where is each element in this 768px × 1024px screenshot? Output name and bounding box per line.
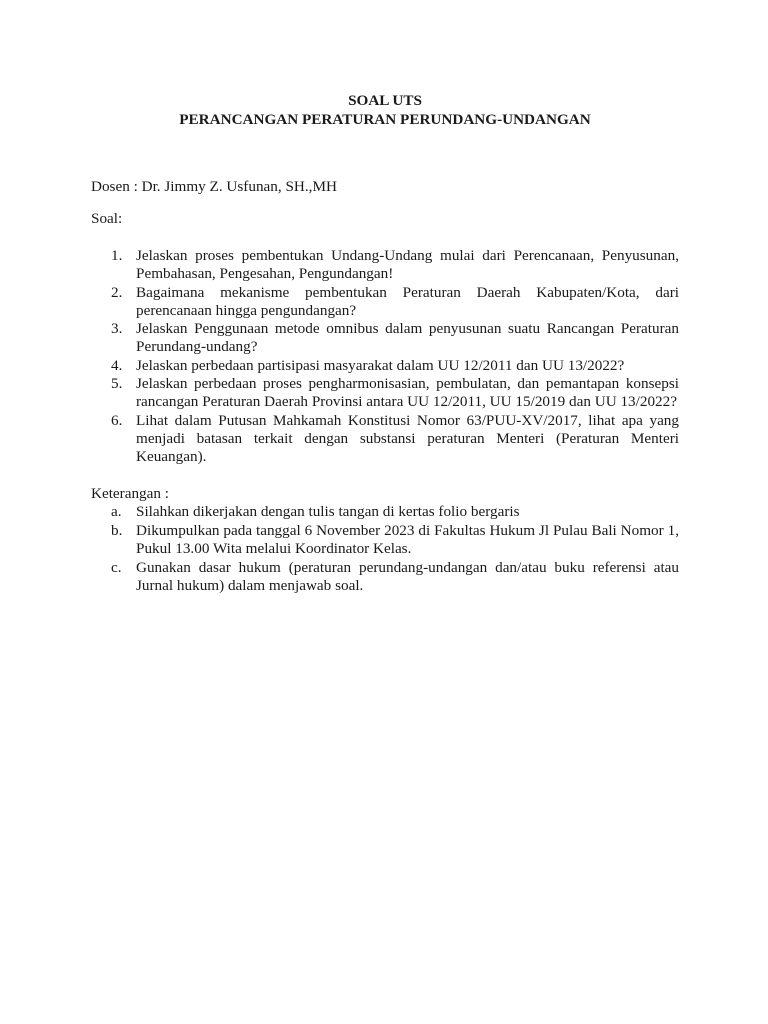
note-letter: b. bbox=[111, 521, 123, 539]
note-item bbox=[91, 503, 679, 522]
note-text: Silahkan dikerjakan dengan tulis tangan di kertas folio bergaris bbox=[136, 503, 520, 521]
notes-heading: Keterangan : bbox=[91, 484, 170, 502]
note-text: Gunakan dasar hukum (peraturan perundang-undangan dan/atau buku referensi atau Jurnal hukum) dalam menjawab soal. bbox=[136, 558, 679, 595]
document-page bbox=[91, 92, 679, 596]
note-letter: c. bbox=[111, 558, 122, 576]
note-text: Dikumpulkan pada tanggal 6 November 2023 di Fakultas Hukum Jl Pulau Bali Nomor 1, Pukul 13.00 Wita melalui Koordinator Kelas. bbox=[136, 521, 679, 558]
lecturer-line: Dosen : Dr. Jimmy Z. Usfunan, SH.,MH bbox=[91, 178, 337, 195]
question-number: 3. bbox=[111, 320, 123, 338]
question-item bbox=[91, 357, 679, 375]
question-item bbox=[91, 284, 679, 321]
question-number: 4. bbox=[111, 356, 123, 374]
question-number: 6. bbox=[111, 411, 123, 429]
question-number: 5. bbox=[111, 375, 123, 393]
note-letter: a. bbox=[111, 503, 122, 521]
question-text: Jelaskan perbedaan partisipasi masyarakat dalam UU 12/2011 dan UU 13/2022? bbox=[136, 356, 625, 374]
note-item bbox=[91, 559, 679, 596]
question-text: Lihat dalam Putusan Mahkamah Konstitusi Nomor 63/PUU-XV/2017, lihat apa yang menjadi batasan terkait dengan substansi peraturan Menteri (Peraturan Menteri Keuangan). bbox=[136, 411, 679, 466]
notes-list bbox=[91, 503, 679, 596]
question-item bbox=[91, 375, 679, 412]
question-text: Bagaimana mekanisme pembentukan Peraturan Daerah Kabupaten/Kota, dari perencanaan hingga pengundangan? bbox=[136, 283, 679, 319]
questions-heading: Soal: bbox=[91, 209, 123, 227]
title-line-1: SOAL UTS bbox=[348, 92, 422, 109]
question-number: 1. bbox=[111, 247, 123, 264]
note-item bbox=[91, 522, 679, 559]
question-item bbox=[91, 247, 679, 284]
question-text: Jelaskan Penggunaan metode omnibus dalam penyusunan suatu Rancangan Peraturan Perundang-undang? bbox=[136, 320, 679, 356]
question-item bbox=[91, 412, 679, 467]
question-text: Jelaskan perbedaan proses pengharmonisasian, pembulatan, dan pemantapan konsepsi rancangan Peraturan Daerah Provinsi antara UU 12/2011, UU 15/2019 dan UU 13/2022? bbox=[136, 375, 679, 411]
question-number: 2. bbox=[111, 283, 123, 301]
questions-list bbox=[91, 247, 679, 467]
title-line-2: PERANCANGAN PERATURAN PERUNDANG-UNDANGAN bbox=[179, 110, 591, 128]
question-item bbox=[91, 320, 679, 357]
document-title bbox=[91, 92, 679, 129]
question-text: Jelaskan proses pembentukan Undang-Undang mulai dari Perencanaan, Penyusunan, Pembahasan, Pengesahan, Pengundangan! bbox=[136, 247, 679, 283]
